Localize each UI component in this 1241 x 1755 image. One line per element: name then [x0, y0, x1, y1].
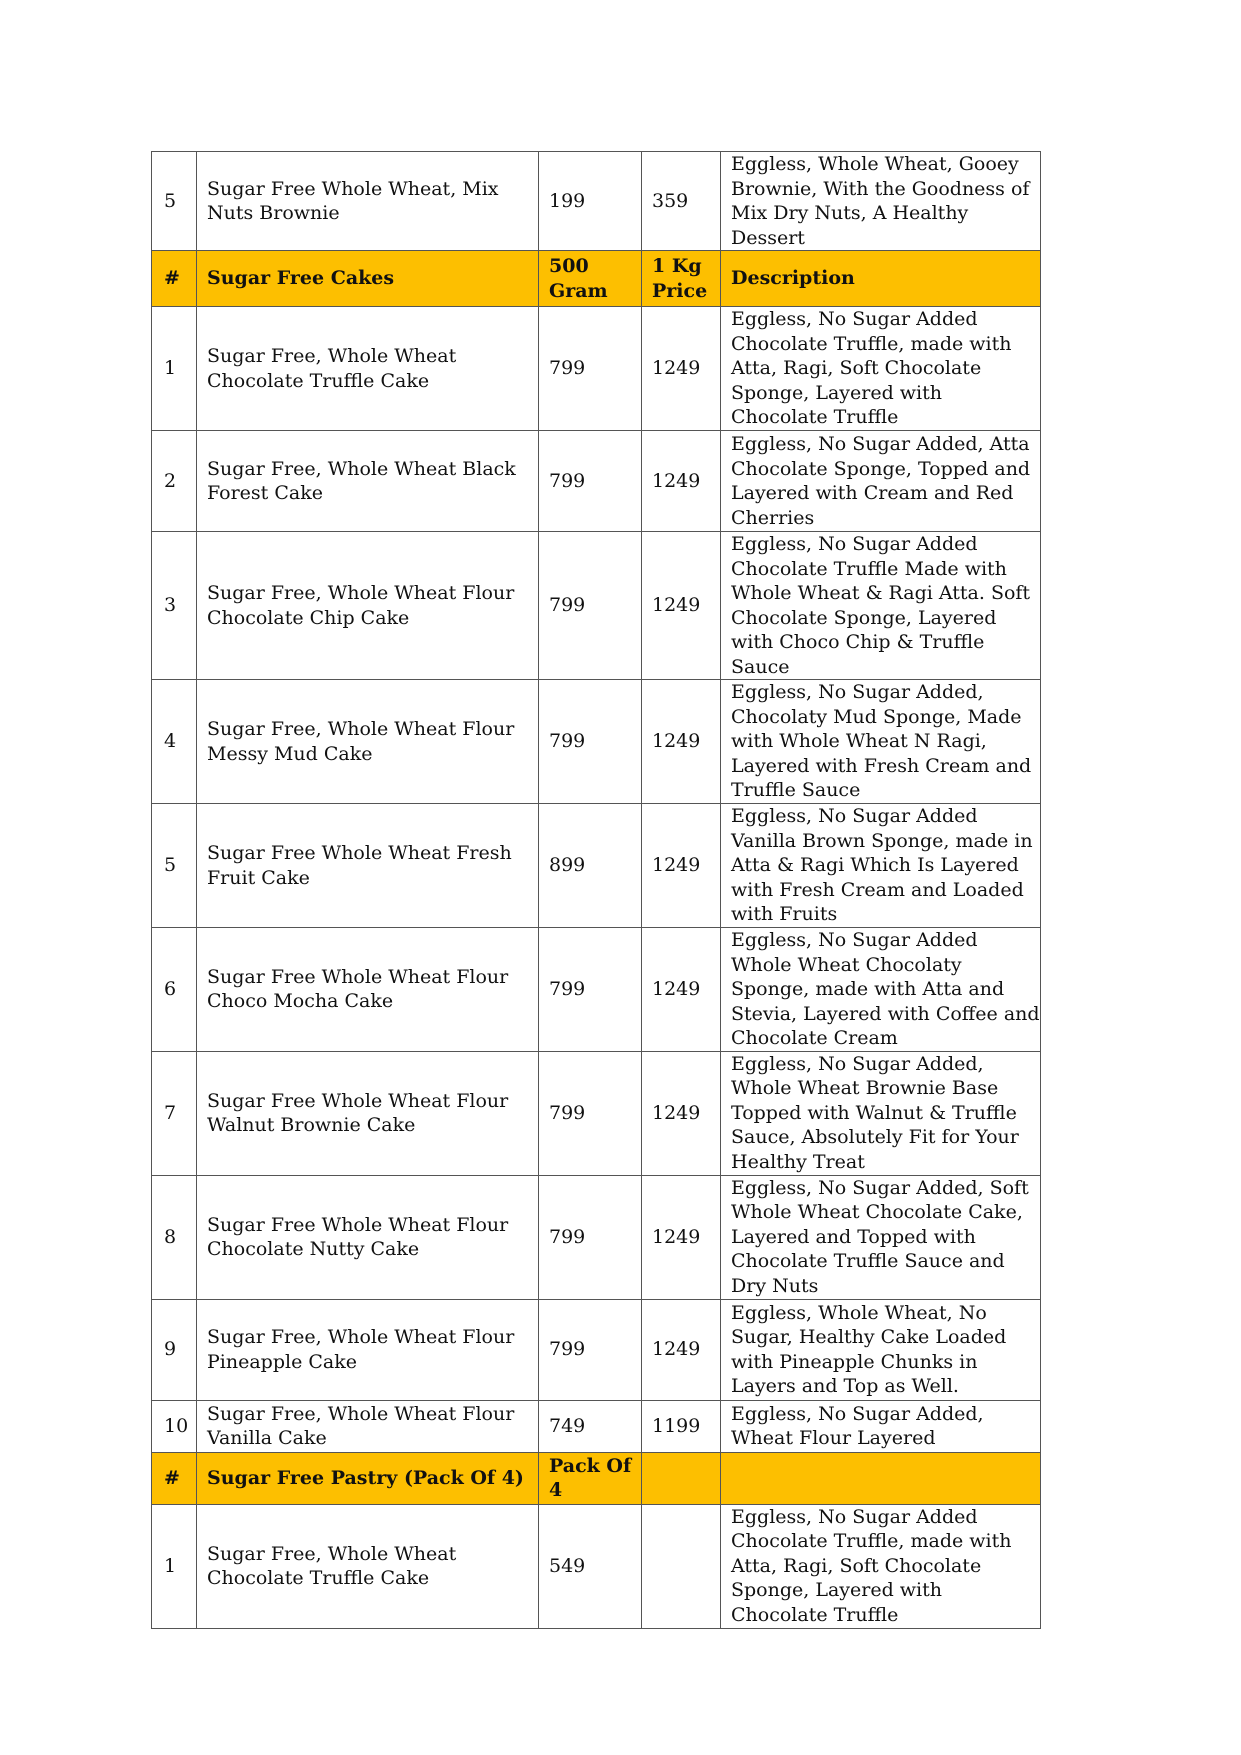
header-description: Description	[721, 251, 1041, 307]
table-row	[152, 1504, 1041, 1628]
header-number: #	[152, 251, 197, 307]
item-price-1: 899	[539, 804, 642, 928]
item-description: Eggless, No Sugar Added Chocolate Truffle Made with Whole Wheat & Ragi Atta. Soft Chocolate Sponge, Layered with Choco Chip & Truffle Sauce	[721, 532, 1041, 680]
price-table	[151, 151, 1041, 1629]
item-price-2: 1249	[642, 307, 721, 431]
item-number: 2	[152, 431, 197, 532]
header-section-title: Sugar Free Cakes	[197, 251, 539, 307]
header-description	[721, 1452, 1041, 1504]
item-number: 6	[152, 928, 197, 1052]
item-number: 7	[152, 1051, 197, 1175]
item-price-1: 799	[539, 532, 642, 680]
item-name: Sugar Free, Whole Wheat Black Forest Cake	[197, 431, 539, 532]
item-name: Sugar Free, Whole Wheat Chocolate Truffle Cake	[197, 307, 539, 431]
table-row	[152, 928, 1041, 1052]
item-price-2: 1199	[642, 1400, 721, 1452]
item-description: Eggless, No Sugar Added Chocolate Truffle, made with Atta, Ragi, Soft Chocolate Sponge, Layered with Chocolate Truffle	[721, 307, 1041, 431]
item-description: Eggless, No Sugar Added, Soft Whole Wheat Chocolate Cake, Layered and Topped with Chocolate Truffle Sauce and Dry Nuts	[721, 1175, 1041, 1299]
item-name: Sugar Free Whole Wheat Fresh Fruit Cake	[197, 804, 539, 928]
item-description: Eggless, No Sugar Added, Wheat Flour Layered	[721, 1400, 1041, 1452]
item-price-2: 1249	[642, 1299, 721, 1400]
item-price-2: 1249	[642, 532, 721, 680]
table-row	[152, 152, 1041, 251]
table-row	[152, 307, 1041, 431]
item-price-2: 1249	[642, 680, 721, 804]
table-row	[152, 532, 1041, 680]
item-number: 3	[152, 532, 197, 680]
item-description: Eggless, No Sugar Added, Atta Chocolate Sponge, Topped and Layered with Cream and Red Cherries	[721, 431, 1041, 532]
item-name: Sugar Free Whole Wheat, Mix Nuts Brownie	[197, 152, 539, 251]
item-price-1: 749	[539, 1400, 642, 1452]
item-description: Eggless, No Sugar Added Whole Wheat Chocolaty Sponge, made with Atta and Stevia, Layered with Coffee and Chocolate Cream	[721, 928, 1041, 1052]
item-price-1: 799	[539, 307, 642, 431]
item-price-1: 199	[539, 152, 642, 251]
item-name: Sugar Free, Whole Wheat Flour Vanilla Cake	[197, 1400, 539, 1452]
item-number: 10	[152, 1400, 197, 1452]
header-price-1: Pack Of 4	[539, 1452, 642, 1504]
item-price-2: 1249	[642, 1175, 721, 1299]
item-name: Sugar Free, Whole Wheat Chocolate Truffle Cake	[197, 1504, 539, 1628]
table-row	[152, 1051, 1041, 1175]
item-number: 1	[152, 307, 197, 431]
item-price-2: 1249	[642, 804, 721, 928]
item-number: 5	[152, 152, 197, 251]
item-price-2: 359	[642, 152, 721, 251]
table-row	[152, 804, 1041, 928]
table-row	[152, 1400, 1041, 1452]
item-name: Sugar Free, Whole Wheat Flour Pineapple Cake	[197, 1299, 539, 1400]
header-section-title: Sugar Free Pastry (Pack Of 4)	[197, 1452, 539, 1504]
header-price-1: 500 Gram	[539, 251, 642, 307]
item-price-1: 799	[539, 1051, 642, 1175]
header-price-2	[642, 1452, 721, 1504]
section-header-row	[152, 1452, 1041, 1504]
item-name: Sugar Free Whole Wheat Flour Walnut Brownie Cake	[197, 1051, 539, 1175]
item-price-1: 549	[539, 1504, 642, 1628]
table-row	[152, 1175, 1041, 1299]
item-price-1: 799	[539, 1175, 642, 1299]
item-name: Sugar Free, Whole Wheat Flour Messy Mud Cake	[197, 680, 539, 804]
item-number: 9	[152, 1299, 197, 1400]
item-number: 8	[152, 1175, 197, 1299]
item-description: Eggless, No Sugar Added Vanilla Brown Sponge, made in Atta & Ragi Which Is Layered with Fresh Cream and Loaded with Fruits	[721, 804, 1041, 928]
item-number: 5	[152, 804, 197, 928]
table-row	[152, 680, 1041, 804]
item-description: Eggless, No Sugar Added Chocolate Truffle, made with Atta, Ragi, Soft Chocolate Sponge, Layered with Chocolate Truffle	[721, 1504, 1041, 1628]
table-row	[152, 431, 1041, 532]
item-name: Sugar Free, Whole Wheat Flour Chocolate Chip Cake	[197, 532, 539, 680]
item-price-1: 799	[539, 1299, 642, 1400]
item-price-1: 799	[539, 928, 642, 1052]
header-price-2: 1 Kg Price	[642, 251, 721, 307]
item-price-2: 1249	[642, 1051, 721, 1175]
item-number: 4	[152, 680, 197, 804]
item-description: Eggless, Whole Wheat, Gooey Brownie, With the Goodness of Mix Dry Nuts, A Healthy Dessert	[721, 152, 1041, 251]
item-description: Eggless, Whole Wheat, No Sugar, Healthy Cake Loaded with Pineapple Chunks in Layers and Top as Well.	[721, 1299, 1041, 1400]
item-description: Eggless, No Sugar Added, Whole Wheat Brownie Base Topped with Walnut & Truffle Sauce, Absolutely Fit for Your Healthy Treat	[721, 1051, 1041, 1175]
item-price-2: 1249	[642, 928, 721, 1052]
item-description: Eggless, No Sugar Added, Chocolaty Mud Sponge, Made with Whole Wheat N Ragi, Layered with Fresh Cream and Truffle Sauce	[721, 680, 1041, 804]
item-price-2	[642, 1504, 721, 1628]
section-header-row	[152, 251, 1041, 307]
item-name: Sugar Free Whole Wheat Flour Choco Mocha Cake	[197, 928, 539, 1052]
table-row	[152, 1299, 1041, 1400]
item-number: 1	[152, 1504, 197, 1628]
item-price-1: 799	[539, 431, 642, 532]
item-price-1: 799	[539, 680, 642, 804]
item-name: Sugar Free Whole Wheat Flour Chocolate Nutty Cake	[197, 1175, 539, 1299]
item-price-2: 1249	[642, 431, 721, 532]
header-number: #	[152, 1452, 197, 1504]
